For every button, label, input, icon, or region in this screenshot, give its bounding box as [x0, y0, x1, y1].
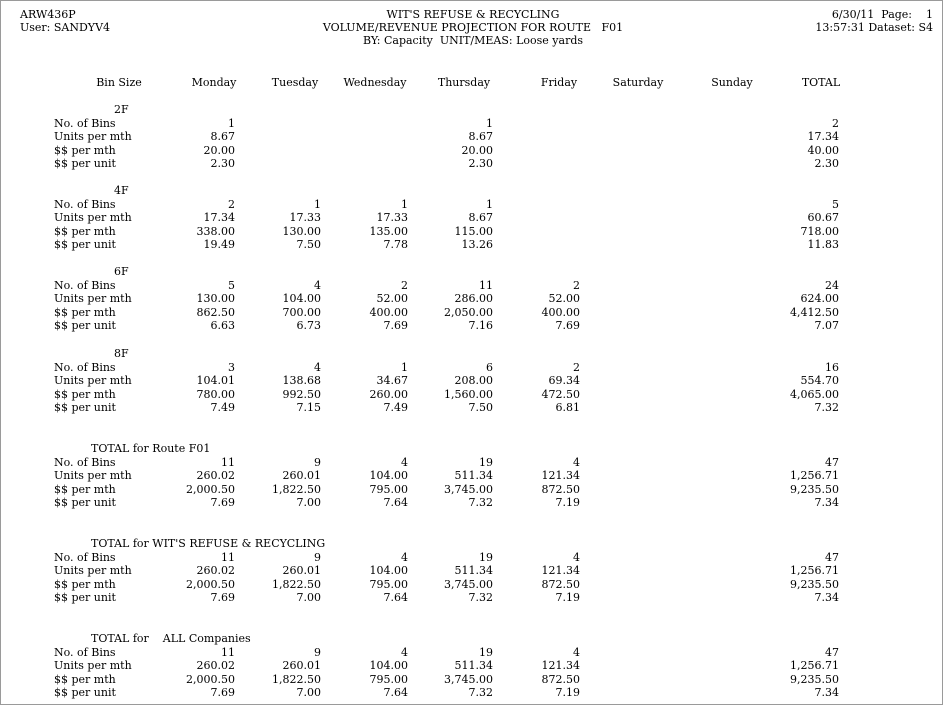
table-cell: 400.00 — [541, 305, 580, 319]
table-cell: 554.70 — [800, 374, 839, 388]
table-cell: 9,235.50 — [790, 577, 839, 591]
table-cell: 2.30 — [210, 157, 235, 171]
table-cell: 20.00 — [203, 143, 235, 157]
table-cell: 104.00 — [369, 659, 408, 673]
table-cell: 472.50 — [541, 387, 580, 401]
row-label: $$ per mth — [54, 672, 116, 686]
row-label: No. of Bins — [54, 197, 116, 211]
table-cell: 4,412.50 — [790, 305, 839, 319]
table-cell: 2,000.50 — [186, 577, 235, 591]
column-header-saturday: Saturday — [612, 76, 664, 89]
table-cell: 47 — [825, 455, 839, 469]
table-cell: 2 — [401, 278, 408, 292]
group-title: TOTAL for WIT'S REFUSE & RECYCLING — [91, 537, 326, 550]
table-cell: 700.00 — [282, 305, 321, 319]
table-cell: 7.34 — [814, 591, 839, 605]
table-cell: 1,822.50 — [272, 672, 321, 686]
table-cell: 2.30 — [468, 157, 493, 171]
table-cell: 104.01 — [196, 374, 235, 388]
table-cell: 4 — [401, 645, 408, 659]
table-cell: 6.81 — [555, 401, 580, 415]
table-cell: 7.50 — [296, 238, 321, 252]
table-cell: 9 — [314, 550, 321, 564]
report-subtitle: BY: Capacity UNIT/MEAS: Loose yards — [362, 34, 584, 47]
table-cell: 2,000.50 — [186, 672, 235, 686]
table-cell: 7.64 — [383, 496, 408, 510]
column-header-monday: Monday — [191, 76, 237, 89]
table-cell: 2.30 — [814, 157, 839, 171]
table-cell: 7.64 — [383, 686, 408, 700]
row-label: No. of Bins — [54, 116, 116, 130]
table-cell: 260.01 — [282, 564, 321, 578]
table-cell: 3,745.00 — [444, 672, 493, 686]
date-page: 6/30/11 Page: 1 — [831, 8, 933, 21]
table-cell: 7.32 — [468, 686, 493, 700]
table-cell: 7.69 — [210, 591, 235, 605]
row-label: $$ per mth — [54, 387, 116, 401]
table-cell: 7.07 — [814, 319, 839, 333]
table-cell: 17.33 — [376, 211, 408, 225]
user-label: User: SANDYV4 — [20, 21, 111, 34]
table-cell: 19.49 — [203, 238, 235, 252]
row-label: No. of Bins — [54, 645, 116, 659]
table-cell: 1 — [314, 197, 321, 211]
table-cell: 115.00 — [454, 224, 493, 238]
table-cell: 11.83 — [807, 238, 839, 252]
table-cell: 2,050.00 — [444, 305, 493, 319]
table-cell: 4 — [401, 455, 408, 469]
table-cell: 7.34 — [814, 686, 839, 700]
table-cell: 130.00 — [196, 292, 235, 306]
table-cell: 718.00 — [800, 224, 839, 238]
table-cell: 47 — [825, 645, 839, 659]
table-cell: 6 — [486, 360, 493, 374]
table-cell: 11 — [479, 278, 493, 292]
table-cell: 862.50 — [196, 305, 235, 319]
table-cell: 69.34 — [548, 374, 580, 388]
table-cell: 1,822.50 — [272, 577, 321, 591]
row-label: No. of Bins — [54, 278, 116, 292]
table-cell: 624.00 — [800, 292, 839, 306]
row-label: $$ per unit — [54, 401, 116, 415]
table-cell: 511.34 — [454, 564, 493, 578]
table-cell: 47 — [825, 550, 839, 564]
table-cell: 9,235.50 — [790, 672, 839, 686]
table-cell: 104.00 — [369, 564, 408, 578]
table-cell: 795.00 — [369, 672, 408, 686]
report-title: VOLUME/REVENUE PROJECTION FOR ROUTE F01 — [322, 21, 624, 34]
table-cell: 34.67 — [376, 374, 408, 388]
table-cell: 260.02 — [196, 659, 235, 673]
column-header-friday: Friday — [540, 76, 578, 89]
table-cell: 7.16 — [468, 319, 493, 333]
table-cell: 9,235.50 — [790, 482, 839, 496]
table-cell: 7.69 — [383, 319, 408, 333]
row-label: No. of Bins — [54, 550, 116, 564]
table-cell: 1 — [228, 116, 235, 130]
table-cell: 104.00 — [282, 292, 321, 306]
table-cell: 1,560.00 — [444, 387, 493, 401]
table-cell: 338.00 — [196, 224, 235, 238]
table-cell: 795.00 — [369, 577, 408, 591]
table-cell: 7.69 — [210, 496, 235, 510]
table-cell: 4,065.00 — [790, 387, 839, 401]
group-title: 2F — [114, 103, 129, 116]
time-dataset: 13:57:31 Dataset: S4 — [815, 21, 933, 34]
table-cell: 7.19 — [555, 591, 580, 605]
column-header-bin-size: Bin Size — [96, 76, 142, 89]
row-label: Units per mth — [54, 292, 132, 306]
group-title: 4F — [114, 184, 129, 197]
table-cell: 16 — [825, 360, 839, 374]
row-label: No. of Bins — [54, 360, 116, 374]
group-title: 8F — [114, 347, 129, 360]
table-cell: 17.34 — [807, 130, 839, 144]
table-cell: 7.32 — [468, 496, 493, 510]
table-cell: 7.19 — [555, 686, 580, 700]
table-cell: 7.69 — [210, 686, 235, 700]
row-label: $$ per unit — [54, 157, 116, 171]
table-cell: 8.67 — [210, 130, 235, 144]
table-cell: 1,256.71 — [790, 564, 839, 578]
table-cell: 4 — [314, 278, 321, 292]
table-cell: 780.00 — [196, 387, 235, 401]
table-cell: 17.33 — [289, 211, 321, 225]
table-cell: 20.00 — [461, 143, 493, 157]
table-cell: 121.34 — [541, 564, 580, 578]
table-cell: 1 — [486, 197, 493, 211]
table-cell: 7.78 — [383, 238, 408, 252]
row-label: $$ per unit — [54, 496, 116, 510]
column-header-wednesday: Wednesday — [343, 76, 407, 89]
table-cell: 138.68 — [282, 374, 321, 388]
row-label: $$ per unit — [54, 319, 116, 333]
table-cell: 9 — [314, 455, 321, 469]
row-label: Units per mth — [54, 469, 132, 483]
table-cell: 2 — [573, 278, 580, 292]
table-cell: 6.73 — [296, 319, 321, 333]
table-cell: 260.02 — [196, 469, 235, 483]
table-cell: 19 — [479, 550, 493, 564]
row-label: No. of Bins — [54, 455, 116, 469]
table-cell: 19 — [479, 455, 493, 469]
table-cell: 795.00 — [369, 482, 408, 496]
table-cell: 872.50 — [541, 482, 580, 496]
row-label: $$ per mth — [54, 577, 116, 591]
group-title: TOTAL for Route F01 — [91, 442, 211, 455]
table-cell: 3 — [228, 360, 235, 374]
table-cell: 260.01 — [282, 469, 321, 483]
table-cell: 4 — [314, 360, 321, 374]
row-label: Units per mth — [54, 659, 132, 673]
table-cell: 11 — [221, 455, 235, 469]
table-cell: 130.00 — [282, 224, 321, 238]
program-id: ARW436P — [20, 8, 76, 21]
table-cell: 7.49 — [383, 401, 408, 415]
table-cell: 60.67 — [807, 211, 839, 225]
table-cell: 7.49 — [210, 401, 235, 415]
table-cell: 7.00 — [296, 496, 321, 510]
table-cell: 872.50 — [541, 577, 580, 591]
table-cell: 286.00 — [454, 292, 493, 306]
group-title: 6F — [114, 265, 129, 278]
table-cell: 135.00 — [369, 224, 408, 238]
table-cell: 24 — [825, 278, 839, 292]
table-cell: 260.01 — [282, 659, 321, 673]
table-cell: 7.00 — [296, 686, 321, 700]
table-cell: 5 — [832, 197, 839, 211]
table-cell: 40.00 — [807, 143, 839, 157]
row-label: $$ per unit — [54, 686, 116, 700]
report-company-title: WIT'S REFUSE & RECYCLING — [386, 8, 560, 21]
row-label: $$ per unit — [54, 238, 116, 252]
row-label: $$ per mth — [54, 143, 116, 157]
row-label: Units per mth — [54, 564, 132, 578]
row-label: $$ per mth — [54, 224, 116, 238]
column-header-sunday: Sunday — [711, 76, 753, 89]
table-cell: 104.00 — [369, 469, 408, 483]
table-cell: 11 — [221, 550, 235, 564]
table-cell: 511.34 — [454, 469, 493, 483]
table-cell: 992.50 — [282, 387, 321, 401]
table-cell: 13.26 — [461, 238, 493, 252]
row-label: $$ per unit — [54, 591, 116, 605]
column-header-tuesday: Tuesday — [271, 76, 319, 89]
table-cell: 1 — [401, 360, 408, 374]
table-cell: 52.00 — [376, 292, 408, 306]
table-cell: 121.34 — [541, 469, 580, 483]
table-cell: 8.67 — [468, 211, 493, 225]
row-label: Units per mth — [54, 211, 132, 225]
table-cell: 2 — [832, 116, 839, 130]
table-cell: 9 — [314, 645, 321, 659]
table-cell: 6.63 — [210, 319, 235, 333]
table-cell: 7.64 — [383, 591, 408, 605]
table-cell: 1,256.71 — [790, 659, 839, 673]
table-cell: 7.32 — [468, 591, 493, 605]
table-cell: 7.19 — [555, 496, 580, 510]
table-cell: 52.00 — [548, 292, 580, 306]
table-cell: 121.34 — [541, 659, 580, 673]
table-cell: 4 — [573, 550, 580, 564]
table-cell: 872.50 — [541, 672, 580, 686]
table-cell: 8.67 — [468, 130, 493, 144]
table-cell: 7.50 — [468, 401, 493, 415]
column-header-total: TOTAL — [801, 76, 841, 89]
row-label: $$ per mth — [54, 482, 116, 496]
table-cell: 2 — [228, 197, 235, 211]
table-cell: 7.32 — [814, 401, 839, 415]
row-label: Units per mth — [54, 130, 132, 144]
table-cell: 19 — [479, 645, 493, 659]
table-cell: 7.34 — [814, 496, 839, 510]
table-cell: 3,745.00 — [444, 482, 493, 496]
row-label: $$ per mth — [54, 305, 116, 319]
table-cell: 260.00 — [369, 387, 408, 401]
group-title: TOTAL for ALL Companies — [91, 632, 251, 645]
table-cell: 1,256.71 — [790, 469, 839, 483]
table-cell: 7.15 — [296, 401, 321, 415]
table-cell: 208.00 — [454, 374, 493, 388]
table-cell: 2,000.50 — [186, 482, 235, 496]
table-cell: 2 — [573, 360, 580, 374]
column-header-thursday: Thursday — [437, 76, 491, 89]
table-cell: 4 — [573, 455, 580, 469]
table-cell: 260.02 — [196, 564, 235, 578]
table-cell: 4 — [573, 645, 580, 659]
table-cell: 1 — [401, 197, 408, 211]
table-cell: 7.69 — [555, 319, 580, 333]
table-cell: 5 — [228, 278, 235, 292]
table-cell: 511.34 — [454, 659, 493, 673]
table-cell: 7.00 — [296, 591, 321, 605]
table-cell: 11 — [221, 645, 235, 659]
table-cell: 4 — [401, 550, 408, 564]
table-cell: 3,745.00 — [444, 577, 493, 591]
table-cell: 17.34 — [203, 211, 235, 225]
table-cell: 1,822.50 — [272, 482, 321, 496]
table-cell: 1 — [486, 116, 493, 130]
table-cell: 400.00 — [369, 305, 408, 319]
row-label: Units per mth — [54, 374, 132, 388]
